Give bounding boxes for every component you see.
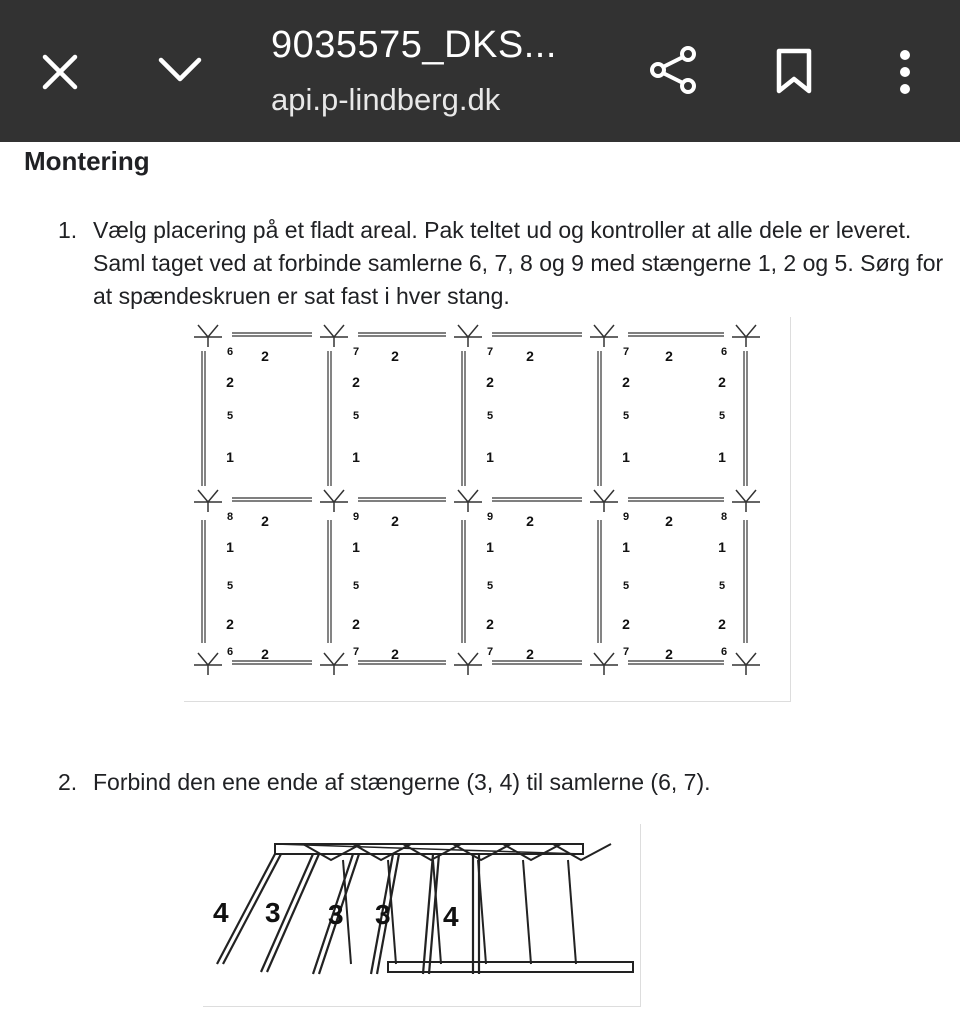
connector-label: 9 — [352, 511, 360, 523]
vertical-pole-label: 2 — [718, 616, 726, 632]
connector-symbol — [454, 490, 482, 512]
leg-label: 4 — [443, 901, 459, 932]
pole-label: 2 — [261, 646, 269, 662]
vertical-pole-label: 1 — [226, 449, 234, 465]
leg-pole — [568, 860, 576, 964]
pole-label: 2 — [391, 348, 399, 364]
pole-label: 2 — [261, 513, 269, 529]
bookmark-icon[interactable] — [774, 46, 814, 96]
connector-symbol — [320, 325, 348, 347]
vertical-pole-label: 5 — [718, 580, 726, 592]
connector-label: 8 — [226, 511, 234, 523]
vertical-pole-label: 1 — [486, 449, 494, 465]
connector-symbol — [194, 325, 222, 347]
vertical-pole-label: 5 — [226, 580, 234, 592]
vertical-pole-label: 2 — [718, 374, 726, 390]
vertical-pole-label: 2 — [486, 616, 494, 632]
vertical-pole-label: 5 — [622, 410, 630, 422]
vertical-pole-label: 2 — [622, 374, 630, 390]
vertical-pole-label: 5 — [352, 410, 360, 422]
more-vert-icon[interactable] — [893, 48, 917, 96]
vertical-pole-label: 2 — [226, 374, 234, 390]
tent-frame-drawing — [203, 824, 640, 1006]
connector-label: 7 — [622, 646, 630, 658]
connector-symbol — [590, 490, 618, 512]
connector-label: 6 — [720, 346, 728, 358]
vertical-pole-label: 5 — [486, 410, 494, 422]
leg-label: 3 — [375, 899, 391, 930]
vertical-pole-label: 1 — [352, 449, 360, 465]
connector-symbol — [732, 325, 760, 347]
step-text: Vælg placering på et fladt areal. Pak teltet ud og kontroller at alle dele er leveret. Saml taget ved at forbinde samlerne 6, 7, 8 og 9 med stængerne 1, 2 og 5. Sørg for at spændeskruen er sat fast i hver stang. — [93, 217, 944, 309]
share-icon[interactable] — [648, 44, 700, 96]
connector-symbol — [454, 325, 482, 347]
vertical-pole-label: 5 — [486, 580, 494, 592]
section-heading: Montering — [24, 146, 150, 176]
leg-label: 4 — [213, 897, 229, 928]
connector-label: 7 — [352, 346, 360, 358]
vertical-pole-label: 2 — [622, 616, 630, 632]
pole-label: 2 — [665, 513, 673, 529]
vertical-pole-label: 1 — [718, 449, 726, 465]
connector-label: 6 — [226, 646, 234, 658]
connector-label: 7 — [486, 346, 494, 358]
connector-symbol — [454, 653, 482, 675]
connector-label: 9 — [486, 511, 494, 523]
leg-pole — [343, 860, 351, 964]
close-icon[interactable] — [40, 52, 80, 92]
connector-symbol — [590, 325, 618, 347]
connector-label: 6 — [226, 346, 234, 358]
connector-label: 7 — [486, 646, 494, 658]
vertical-pole-label: 1 — [352, 539, 360, 555]
pole-label: 2 — [665, 348, 673, 364]
roof-assembly-diagram — [184, 317, 791, 702]
connector-symbol — [590, 653, 618, 675]
page-title: 9035575_DKS... — [271, 24, 557, 66]
connector-label: 9 — [622, 511, 630, 523]
connector-symbol — [194, 490, 222, 512]
vertical-pole-label: 5 — [718, 410, 726, 422]
vertical-pole-label: 2 — [486, 374, 494, 390]
connector-symbol — [320, 653, 348, 675]
connector-symbol — [194, 653, 222, 675]
pole-label: 2 — [391, 513, 399, 529]
vertical-pole-label: 1 — [718, 539, 726, 555]
vertical-pole-label: 2 — [352, 616, 360, 632]
vertical-pole-label: 1 — [226, 539, 234, 555]
vertical-pole-label: 5 — [622, 580, 630, 592]
vertical-pole-label: 5 — [226, 410, 234, 422]
step-number: 1. — [58, 217, 78, 243]
step-number: 2. — [58, 769, 78, 795]
leg-label: 3 — [328, 899, 344, 930]
connector-symbol — [732, 490, 760, 512]
connector-label: 7 — [622, 346, 630, 358]
vertical-pole-label: 1 — [622, 449, 630, 465]
vertical-pole-label: 5 — [352, 580, 360, 592]
leg-pole — [523, 860, 531, 964]
vertical-pole-label: 2 — [352, 374, 360, 390]
connector-label: 7 — [352, 646, 360, 658]
step-2 — [58, 766, 953, 799]
pole-label: 2 — [665, 646, 673, 662]
pole-label: 2 — [526, 348, 534, 364]
pole-label: 2 — [391, 646, 399, 662]
frame-legs-diagram — [203, 824, 641, 1007]
page-url: api.p-lindberg.dk — [271, 82, 501, 117]
connector-symbol — [732, 653, 760, 675]
roof-bar — [275, 844, 583, 854]
chevron-down-icon[interactable] — [155, 50, 205, 90]
connector-symbol — [320, 490, 348, 512]
vertical-pole-label: 1 — [622, 539, 630, 555]
step-text: Forbind den ene ende af stængerne (3, 4) til samlerne (6, 7). — [93, 769, 711, 795]
pole-label: 2 — [261, 348, 269, 364]
browser-toolbar — [0, 0, 960, 142]
connector-label: 8 — [720, 511, 728, 523]
document-content — [0, 142, 960, 1012]
roof-frame-drawing — [184, 317, 790, 701]
vertical-pole-label: 2 — [226, 616, 234, 632]
pole-label: 2 — [526, 513, 534, 529]
leg-label: 3 — [265, 897, 281, 928]
vertical-pole-label: 1 — [486, 539, 494, 555]
step-1 — [58, 214, 953, 313]
pole-label: 2 — [526, 646, 534, 662]
connector-label: 6 — [720, 646, 728, 658]
